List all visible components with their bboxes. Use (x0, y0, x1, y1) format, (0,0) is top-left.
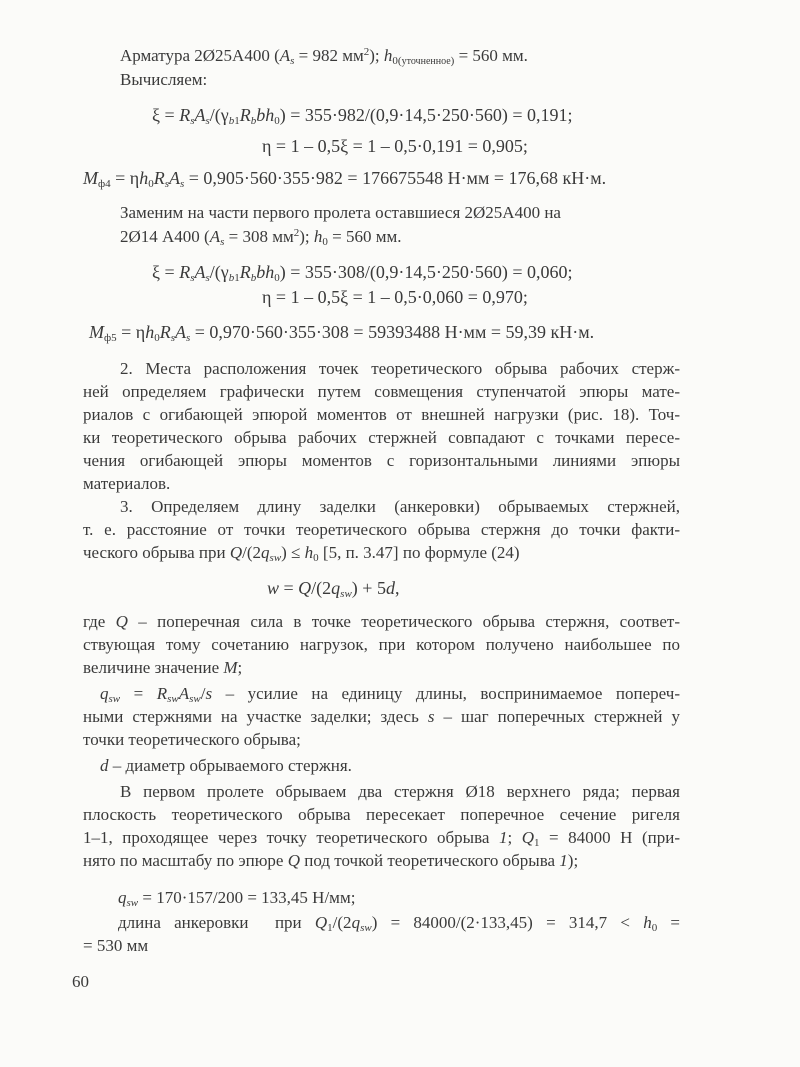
equation-moment-5: $M_{ф5} = \eta h_0R_sA_s = 0,970\cdot 560\cdot 355\cdot 308 = 59393488$ Н·мм = 59,39 кН·м. (89, 322, 595, 344)
equation-moment-4: $M_{ф4} = \eta h_0R_sA_s = 0,905\cdot 560\cdot 355\cdot 982 = 176675548$ Н·мм = 176,68 кН·м. (83, 168, 607, 190)
paragraph-line: = 530 мм (83, 936, 149, 955)
text-line: Вычисляем: (120, 70, 208, 89)
paragraph-line: точки теоретического обрыва; (83, 730, 301, 749)
qsw-calc: $q_{sw} = 170\cdot 157/200 = 133,45$ Н/мм; (118, 888, 356, 909)
text-line: Заменим на части первого пролета оставшиеся 2Ø25А400 на (120, 203, 561, 222)
paragraph-line: ки теоретического обрыва рабочих стержней совпадают с точками пересе- (83, 428, 680, 447)
text-line: 2Ø14 А400 ($A_s = 308$ $мм^2$); $h_0 = 560$ мм. (120, 227, 402, 248)
equation-xi: $\xi = R_sA_s/(\gamma_{b1}R_bbh_0) = 355\cdot 982/(0,9\cdot 14,5\cdot 250\cdot 560) = 0,191$; (152, 105, 573, 127)
formula-24: $w = Q/(2q_{sw}) + 5d$, (267, 578, 400, 600)
paragraph-line: плоскость теоретического обрыва пересекает поперечное сечение ригеля (83, 805, 680, 824)
paragraph-line: длина анкеровки при $Q_1/(2q_{sw}) = 84000/(2\cdot 133,45) = 314,7 < h_0$ = (118, 913, 681, 934)
paragraph-line: ствующая тому сочетанию нагрузок, при котором получено наибольшее по (83, 635, 680, 654)
paragraph-line: d – диаметр обрываемого стержня. (100, 756, 352, 775)
paragraph-line: В первом пролете обрываем два стержня Ø18 верхнего ряда; первая (120, 782, 680, 801)
paragraph-line: материалов. (83, 474, 171, 493)
paragraph-line: т. е. расстояние от точки теоретического обрыва стержня до точки факти- (83, 520, 680, 539)
paragraph-line: $q_{sw} = R_{sw}A_{sw}/s$ – усилие на единицу длины, воспринимаемое попереч- (100, 684, 680, 705)
paragraph-line: величине значение M; (83, 658, 243, 677)
text-line: Арматура 2Ø25А400 ($A_s = 982$ $мм^2$); $h_{0(уточненное)} = 560$ мм. (120, 46, 528, 67)
equation-eta-2: η = 1 – 0,5ξ = 1 – 0,5·0,060 = 0,970; (262, 287, 528, 307)
paragraph-line: чения огибающей эпюры моментов с горизонтальными линиями эпюры (83, 451, 680, 470)
equation-eta: η = 1 – 0,5ξ = 1 – 0,5·0,191 = 0,905; (262, 136, 528, 156)
paragraph-line: где Q – поперечная сила в точке теоретического обрыва стержня, соответ- (83, 612, 680, 631)
paragraph-line: нято по масштабу по эпюре Q под точкой теоретического обрыва 1); (83, 851, 579, 870)
paragraph-line: ческого обрыва при $Q/(2q_{sw}) \le h_0$ [5, п. 3.47] по формуле (24) (83, 543, 520, 564)
paragraph-line: 3. Определяем длину заделки (анкеровки) обрываемых стержней, (120, 497, 680, 516)
page-number: 60 (72, 972, 89, 991)
paragraph-line: ней определяем графически путем совмещения ступенчатой эпюры мате- (83, 382, 680, 401)
paragraph-line: 1–1, проходящее через точку теоретического обрыва 1; $Q_1 = 84000$ Н (при- (83, 828, 680, 849)
paragraph-line: 2. Места расположения точек теоретического обрыва рабочих стерж- (120, 359, 680, 378)
equation-xi-2: $\xi = R_sA_s/(\gamma_{b1}R_bbh_0) = 355\cdot 308/(0,9\cdot 14,5\cdot 250\cdot 560) = 0,060$; (152, 262, 573, 284)
paragraph-line: ными стержнями на участке заделки; здесь s – шаг поперечных стержней у (83, 707, 681, 726)
paragraph-line: риалов с огибающей эпюрой моментов от внешней нагрузки (рис. 18). Точ- (83, 405, 680, 424)
